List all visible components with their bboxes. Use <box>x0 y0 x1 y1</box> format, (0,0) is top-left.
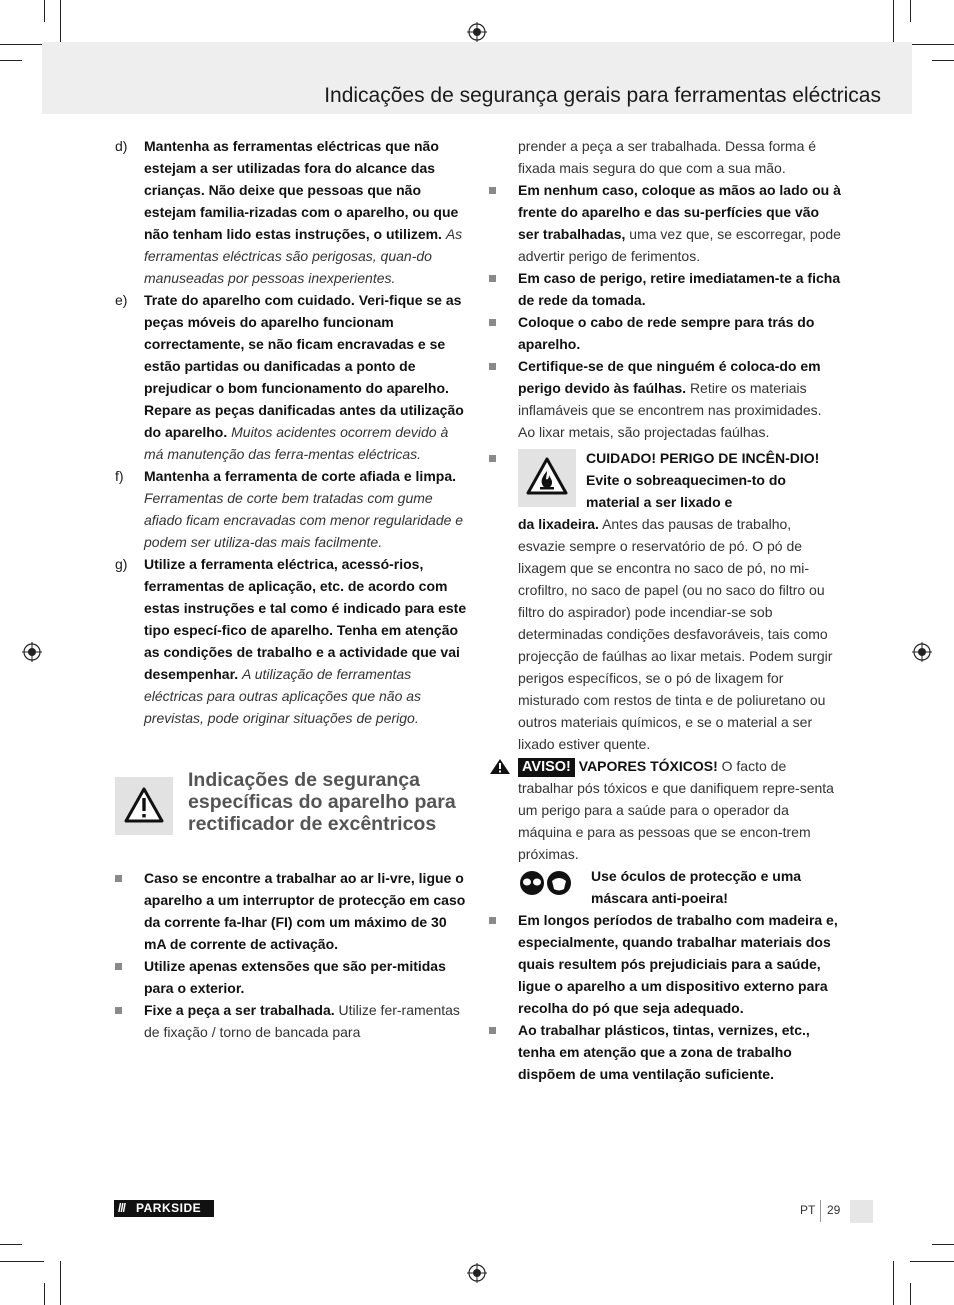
bullet-square-icon <box>115 875 122 882</box>
instruction-bold: Trate do aparelho com cuidado. Veri-fique se as peças móveis do aparelho funcionam correctamente, se não ficam encravadas e se estão partidas ou danificadas a ponto de prejudicar o bom funcionamento do aparelho. Repare as peças danificadas antes da utilização do aparelho. <box>144 292 464 440</box>
registration-mark-icon <box>467 1263 487 1283</box>
crop-mark <box>910 1261 954 1262</box>
crop-mark <box>910 44 954 45</box>
fire-warning-text: Antes das pausas de trabalho, esvazie sempre o reservatório de pó. O pó de lixagem que se encontra no saco de pó, no mi-crofiltro, no saco de papel (ou no saco do filtro ou filtro do aspirador) pode incendiar-se sob determinadas condições desfavoráveis, tais como projecção de faúlhas ao lixar metais. Podem surgir perigos específicos, se o pó de lixagem for misturado com restos de tinta e de poliuretano ou outros materiais químicos, e se o material a ser lixado estiver quente. <box>518 516 833 752</box>
bullet-square-icon <box>115 1007 122 1014</box>
toxic-vapor-text: O facto de trabalhar pós tóxicos e que danifiquem repre-senta um perigo para a saúde para o operador da máquina e para as pessoas que se encon-trem próximas. <box>518 758 834 862</box>
fire-warning-heading: CUIDADO! PERIGO DE INCÊN-DIO! Evite o sobreaquecimen-to do material a ser lixado e <box>586 450 820 510</box>
section-heading <box>115 769 467 847</box>
warning-triangle-icon <box>489 758 511 775</box>
list-item <box>489 1019 841 1085</box>
crop-mark <box>932 1244 954 1245</box>
list-item <box>115 289 467 465</box>
list-item <box>115 999 467 1043</box>
fire-warning-item <box>489 447 841 755</box>
crop-mark <box>893 1261 894 1305</box>
crop-mark <box>0 1244 22 1245</box>
instruction-bold: Ao trabalhar plásticos, tintas, vernizes, etc., tenha em atenção que a zona de trabalho dispõem de uma ventilação suficiente. <box>518 1022 810 1082</box>
list-marker: g) <box>115 556 128 572</box>
registration-mark-icon <box>22 642 42 662</box>
instruction-note: Muitos acidentes ocorrem devido à má manutenção das ferra-mentas eléctricas. <box>144 424 449 462</box>
instruction-bold: Certifique-se de que ninguém é coloca-do em perigo devido às faúlhas. <box>518 358 821 396</box>
bullet-square-icon <box>115 963 122 970</box>
footer-divider <box>820 1200 821 1222</box>
page-tab <box>850 1200 873 1223</box>
ppe-notice <box>489 865 841 909</box>
list-item <box>115 135 467 289</box>
instruction-text: Retire os materiais inflamáveis que se encontrem nas proximidades. Ao lixar metais, são projectadas faúlhas. <box>518 380 822 440</box>
instruction-bold: Em nenhum caso, coloque as mãos ao lado ou à frente do aparelho e das su-perfícies que vão ser trabalhadas, <box>518 182 841 242</box>
brand-name: PARKSIDE <box>136 1201 202 1215</box>
instruction-note: As ferramentas eléctricas são perigosas, quan-do manuseadas por pessoas inexperientes. <box>144 226 463 286</box>
crop-mark <box>0 60 22 61</box>
crop-mark <box>0 1261 44 1262</box>
instruction-text: Utilize fer-ramentas de fixação / torno de bancada para <box>144 1002 460 1040</box>
list-marker: f) <box>115 468 124 484</box>
instruction-note: A utilização de ferramentas eléctricas para outras aplicações que não as previstas, pode originar situações de perigo. <box>144 666 422 726</box>
ppe-text: Use óculos de protecção e uma máscara anti-poeira! <box>591 868 802 906</box>
warning-triangle-icon <box>115 777 173 835</box>
left-column <box>115 135 467 1043</box>
eye-protection-icon <box>518 869 574 897</box>
list-item <box>489 909 841 1019</box>
crop-mark <box>60 1261 61 1305</box>
language-code: PT <box>800 1203 816 1217</box>
list-item <box>489 267 841 311</box>
crop-mark <box>44 0 45 22</box>
aviso-badge: AVISO! <box>518 758 575 777</box>
list-marker: e) <box>115 292 128 308</box>
section-title: Indicações de segurança específicas do aparelho para rectificador de excêntricos <box>188 769 456 835</box>
instruction-bold: Utilize a ferramenta eléctrica, acessó-rios, ferramentas de aplicação, etc. de acordo com estas instruções e tal como é indicado para este tipo especí-fico de aparelho. Tenha em atenção as condições de trabalho e a actividade que vai desempenhar. <box>144 556 467 682</box>
bullet-square-icon <box>489 363 496 370</box>
brand-bars: /// <box>118 1201 126 1215</box>
crop-mark <box>893 0 894 44</box>
list-item <box>115 553 467 729</box>
list-item <box>489 179 841 267</box>
parkside-logo <box>114 1200 214 1217</box>
instruction-text: uma vez que, se escorregar, pode advertir perigo de ferimentos. <box>518 226 841 264</box>
registration-mark-icon <box>467 22 487 42</box>
instruction-bold: Mantenha a ferramenta de corte afiada e limpa. <box>144 468 456 484</box>
crop-mark <box>0 44 44 45</box>
crop-mark <box>932 60 954 61</box>
instruction-bold: Em longos períodos de trabalho com madeira e, especialmente, quando trabalhar materiais dos quais resultem pós prejudiciais para a saúde, ligue o aparelho a um dispositivo externo para recolha do pó que seja adequado. <box>518 912 838 1016</box>
instruction-text: prender a peça a ser trabalhada. Dessa forma é fixada mais segura do que com a sua mão. <box>518 138 817 176</box>
list-item <box>115 867 467 955</box>
crop-mark <box>910 1283 911 1305</box>
bullet-square-icon <box>489 917 496 924</box>
crop-mark <box>60 0 61 44</box>
right-column <box>489 135 841 1085</box>
instruction-bold: Utilize apenas extensões que são per-mitidas para o exterior. <box>144 958 446 996</box>
list-marker: d) <box>115 138 128 154</box>
instruction-bold: Caso se encontre a trabalhar ao ar li-vre, ligue o aparelho a um interruptor de protecção em caso da corrente fa-lhar (FI) com um máximo de 30 mA de corrente de activação. <box>144 870 466 952</box>
page-title: Indicações de segurança gerais para ferramentas eléctricas <box>324 84 881 107</box>
bullet-square-icon <box>489 1027 496 1034</box>
bullet-square-icon <box>489 455 496 462</box>
instruction-bold: Coloque o cabo de rede sempre para trás do aparelho. <box>518 314 815 352</box>
list-item <box>489 311 841 355</box>
list-item <box>489 355 841 443</box>
list-item <box>115 465 467 553</box>
crop-mark <box>910 0 911 22</box>
crop-mark <box>44 1283 45 1305</box>
toxic-vapor-warning <box>489 755 841 865</box>
toxic-vapor-heading: VAPORES TÓXICOS! <box>578 758 718 774</box>
instruction-bold: Em caso de perigo, retire imediatamen-te a ficha de rede da tomada. <box>518 270 841 308</box>
bullet-square-icon <box>489 275 496 282</box>
list-item <box>115 955 467 999</box>
continuation-text-block <box>489 135 841 179</box>
bullet-square-icon <box>489 319 496 326</box>
registration-mark-icon <box>912 642 932 662</box>
instruction-bold: Mantenha as ferramentas eléctricas que não estejam a ser utilizadas fora do alcance das crianças. Não deixe que pessoas que não estejam familia-rizadas com o aparelho, ou que não tenham lido estas instruções, o utilizem. <box>144 138 459 242</box>
instruction-note: Ferramentas de corte bem tratadas com gume afiado ficam encravadas com menor regularidade e podem ser utiliza-das mais facilmente. <box>144 490 464 550</box>
fire-warning-icon <box>518 449 576 507</box>
bullet-square-icon <box>489 187 496 194</box>
instruction-bold: Fixe a peça a ser trabalhada. <box>144 1002 335 1018</box>
fire-warning-tail: da lixadeira. <box>518 516 599 532</box>
page-number: 29 <box>827 1203 841 1217</box>
